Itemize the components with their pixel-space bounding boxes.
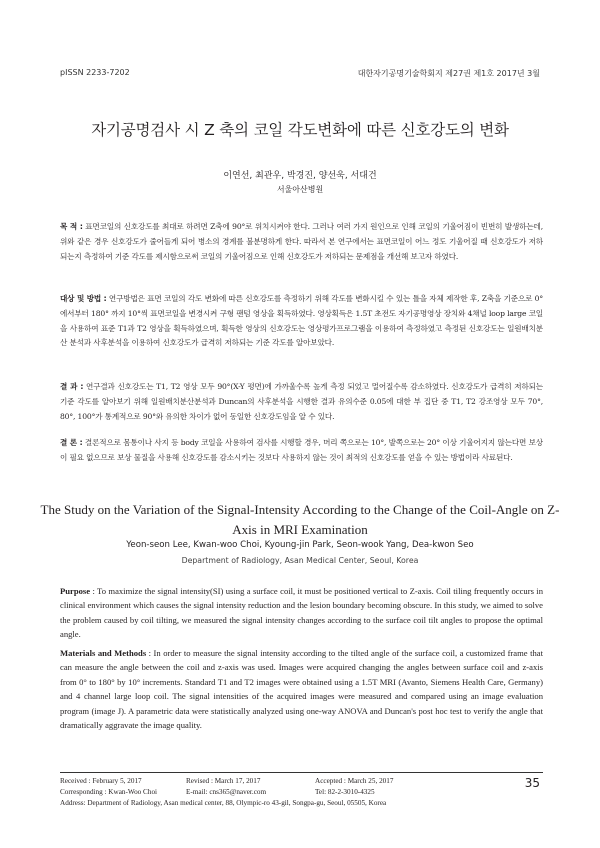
korean-purpose-text: 표면코일의 신호강도를 최대로 하려면 Z축에 90°로 위치시켜야 한다. 그러나 여러 가지 원인으로 인해 코일의 기울어짐이 빈번히 발생하는데, 위와 같은 경우 신호강도가 줄어들게 되어 병소의 경계를 불분명하게 한다. 따라서 본 연구에서는 표면코일이 어느 정도 기울어질 때 신호강도가 저하되는지 측정하여 기준 각도를 제시함으로써 코일의 기울어짐으로 인해 신호강도가 저하되는 문제점을 개선해 보고자 하였다. — [60, 222, 543, 261]
korean-conclusion-label: 결 론 : — [60, 438, 83, 447]
english-title: The Study on the Variation of the Signal-Intensity According to the Change of the Coil-Angle on Z-Axis in MRI Examination — [40, 502, 560, 537]
english-purpose-section — [60, 584, 543, 642]
english-affiliation: Department of Radiology, Asan Medical Center, Seoul, Korea — [181, 556, 419, 565]
journal-citation — [358, 68, 540, 79]
korean-conclusion-text: 결론적으로 몸통이나 사지 등 body 코일을 사용하여 검사를 시행할 경우, 머리 쪽으로는 10°, 발쪽으로는 20° 이상 기울어지지 않는다면 보상이 필요 없으므로 보상 물질을 사용해 신호강도를 감소시키는 것보다 사용하지 않는 것이 최적의 신호강도를 얻을 수 있는 방법이라 사료된다. — [60, 438, 543, 462]
revised-date: Revised : March 17, 2017 — [186, 777, 261, 785]
korean-title: 자기공명검사 시 Z 축의 코일 각도변화에 따른 신호강도의 변화 — [91, 121, 509, 139]
corresponding-tel: Tel: 82-2-3010-4325 — [315, 788, 375, 796]
footer-divider — [60, 772, 543, 773]
korean-methods-text: 연구방법은 표면 코일의 각도 변화에 따른 신호강도를 측정하기 위해 각도를 변화시킬 수 있는 틀을 자체 제작한 후, Z축을 기준으로 0°에서부터 180° 까지 10°씩 표면코일을 변경시켜 구형 팬텀 영상을 획득하였다. 영상획득은 1.5T 초전도 자기공명영상 장치와 4채널 loop large 코일을 사용하여 표준 T1과 T2 영상을 획득하였으며, 획득한 영상의 신호강도는 영상평가프로그램을 이용하여 측정하였고 측정된 신호강도는 일원배치분산 분석과 사후분석을 이용하여 신호강도가 급격히 저하되는 기준 각도를 알아보았다. — [60, 294, 544, 348]
english-methods-label: Materials and Methods — [60, 648, 147, 658]
journal-name: 대한자기공명기술학회지 — [357, 69, 443, 78]
korean-purpose-label: 목 적 : — [60, 222, 83, 231]
english-methods-text: : In order to measure the signal intensity according to the tilted angle of the surface coil, a customized frame that can measure the angle between the coil and z-axis was used. Images were acquired changing the angles between surface coil and z-axis from 0° to 180° by 10° increments. Standard T1 and T2 images were obtained using a 1.5T MRI (Avanto, Siemens Health Care, Germany) and 4 channel large loop coil. The signal intensities of the acquired images were measured and compared using an image evaluation program (image J). A parametric data were statistically analyzed using one-way ANOVA and Duncan's post hoc test to verify the angle that dramatically aggravate the image quality. — [60, 648, 543, 731]
english-methods-section — [60, 646, 543, 732]
korean-affiliation: 서울아산병원 — [276, 185, 324, 194]
korean-methods-label: 대상 및 방법 : — [60, 294, 107, 303]
corresponding-email: E-mail: cns365@naver.com — [186, 788, 267, 796]
received-date: Received : February 5, 2017 — [60, 777, 142, 785]
korean-authors: 이연선, 최관우, 박경진, 양선욱, 서대건 — [223, 171, 377, 181]
page-number: 35 — [524, 776, 540, 790]
corresponding-author: Corresponding : Kwan-Woo Choi — [60, 788, 158, 796]
journal-volume: 제27권 제1호 2017년 3월 — [442, 69, 540, 78]
korean-methods-section — [60, 292, 543, 351]
korean-purpose-section — [60, 220, 543, 264]
accepted-date: Accepted : March 25, 2017 — [315, 777, 394, 785]
korean-results-label: 결 과 : — [60, 382, 84, 391]
issn-label: pISSN 2233-7202 — [60, 68, 130, 77]
english-purpose-label: Purpose — [60, 586, 91, 596]
korean-results-text: 연구결과 신호강도는 T1, T2 영상 모두 90°(X-Y 평면)에 가까울수록 높게 측정 되었고 멀어질수록 감소하였다. 신호강도가 급격히 저하되는 기준 각도를 알아보기 위해 일원배치분산분석과 Duncan의 사후분석을 시행한 결과 유의수준 0.05에 대한 부 집단 중 T1, T2 강조영상 모두 70°, 80°, 100°가 통계적으로 90°와 유의한 차이가 없어 동일한 신호강도임을 알 수 있다. — [60, 382, 543, 421]
korean-conclusion-section — [60, 436, 543, 466]
english-purpose-text: : To maximize the signal intensity(SI) using a surface coil, it must be positioned vertical to Z-axis. Coil tiling frequently occurs in clinical environment which causes the signal intensity reduction and the lesion boundary becoming obscure. In this study, we aimed to solve the problem caused by coil tilting, we measured the signal intensity changes according to the surface coil tilt angles to propose the optimal angle. — [60, 586, 543, 640]
corresponding-address: Address: Department of Radiology, Asan medical center, 88, Olympic-ro 43-gil, Songpa-gu, Seoul, 05505, Korea — [60, 799, 387, 807]
korean-results-section — [60, 380, 543, 424]
english-authors: Yeon-seon Lee, Kwan-woo Choi, Kyoung-jin Park, Seon-wook Yang, Dea-kwon Seo — [126, 540, 474, 550]
